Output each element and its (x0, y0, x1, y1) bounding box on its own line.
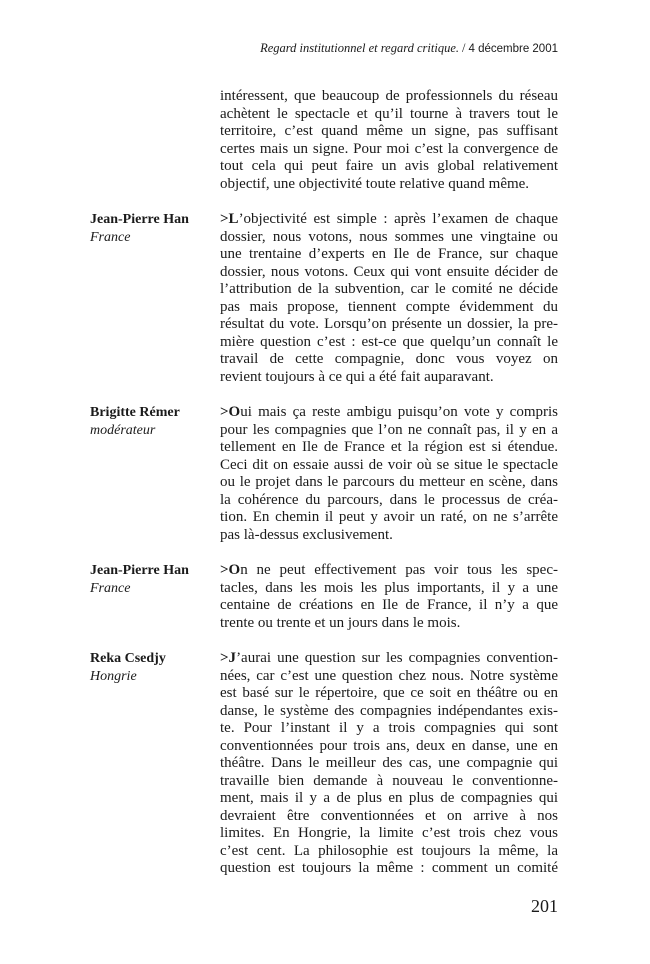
entry-first-line: n ne peut effectivement pas voir tous les spec- (240, 562, 558, 578)
text-line: ou le projet dans le parcours du metteur en scène, dans (220, 474, 558, 490)
speaker-country: France (90, 581, 131, 596)
header-date: 4 décembre 2001 (468, 43, 558, 55)
text-line: devraient être conventionnées et on arrive à nos (220, 807, 558, 824)
speaker (90, 650, 215, 686)
running-header (260, 41, 558, 56)
speaker-name: Brigitte Rémer (90, 405, 180, 420)
text-line: travail de cette compagnie, donc vous voyez on (220, 351, 558, 367)
speaker-country: France (90, 230, 131, 245)
text-line: Ceci dit on essaie aussi de voir où se situe le spectacle (220, 456, 558, 473)
entry-text (220, 404, 558, 544)
text-line: c’est cent. La philosophie est toujours la même, la (220, 842, 558, 859)
text-line: centaine de créations en Ile de France, il n’y a que (220, 597, 558, 613)
speaker-name: Reka Csedjy (90, 651, 166, 666)
text-line: mière question c’est : est-ce que quelqu’un connaît le (220, 333, 558, 350)
intro-paragraph (220, 88, 558, 193)
dialogue-entry (90, 211, 558, 386)
text-line: est basé sur le répertoire, que ce soit en théâtre ou en (220, 685, 558, 701)
text-line: la cohérence du parcours, dans le processus de créa- (220, 491, 558, 508)
entry-lead: >L (220, 211, 239, 227)
speaker (90, 404, 215, 440)
dialogue-entry (90, 562, 558, 632)
text-line: tion. En chemin il peut y avoir un raté, on ne s’arrête (220, 509, 558, 525)
text-line (220, 650, 558, 668)
entry-text (220, 562, 558, 632)
dialogue-entry (90, 404, 558, 544)
entry-text (220, 650, 558, 878)
dialogue-entry (90, 650, 558, 878)
text-line: pas mais propose, tiennent compte évidemment du (220, 298, 558, 315)
entry-lead: >O (220, 404, 241, 420)
text-line (220, 404, 558, 422)
entry-lead: >J (220, 650, 237, 666)
speaker-name: Jean-Pierre Han (90, 212, 189, 227)
speaker (90, 562, 215, 598)
header-title: Regard institutionnel et regard critique. (260, 41, 459, 55)
text-line (220, 562, 558, 580)
text-line: conventionnées pour trois ans, deux en danse, une en (220, 737, 558, 754)
entry-first-line: ui mais ça reste ambigu puisqu’on vote y compris (240, 404, 558, 420)
text-line: question est toujours la même : comment un comité (220, 860, 558, 876)
entry-first-line: ’aurai une question sur les compagnies convention- (236, 650, 558, 666)
speaker (90, 211, 215, 247)
text-line: pas là-dessus exclusivement. (220, 526, 393, 543)
text-line: l’attribution de la subvention, car le comité ne décide (220, 281, 558, 297)
text-line: tacles, dans les mois les plus importants, il y a une (220, 579, 558, 596)
entry-first-line: ’objectivité est simple : après l’examen de chaque (238, 211, 558, 227)
text-line: danse, le système des compagnies indépendantes exis- (220, 702, 558, 719)
text-line: revient toujours à ce qui a été fait auparavant. (220, 368, 494, 385)
text-line: tellement en Ile de France et la région est si étendue. (220, 439, 558, 455)
text-line: intéressent, que beaucoup de professionnels du réseau (220, 88, 558, 104)
text-line: nées, car c’est une question chez nous. Notre système (220, 667, 558, 684)
text-line: ment, mais il y a de plus en plus de compagnies qui (220, 790, 558, 806)
entry-lead: >O (220, 562, 241, 578)
speaker-name: Jean-Pierre Han (90, 563, 189, 578)
speaker-country: Hongrie (90, 669, 137, 684)
text-line: dossier, nous votons. Ceux qui vont ensuite décider de (220, 263, 558, 280)
text-line: achètent le spectacle et qu’il tourne à travers tout le (220, 105, 558, 122)
text-line: limites. En Hongrie, la limite c’est trois chez vous (220, 825, 558, 841)
speaker-role: modérateur (90, 423, 156, 438)
text-line: territoire, c’est quand même un signe, pas suffisant (220, 123, 558, 139)
text-line: résultat du vote. Lorsqu’on présente un dossier, la pre- (220, 316, 558, 332)
text-line: théâtre. Dans le meilleur des cas, une compagnie qui (220, 755, 558, 771)
text-line: tout cela qui peut faire un avis global relativement (220, 158, 558, 174)
text-line (220, 211, 558, 229)
text-line: pour les compagnies que l’on ne connaît pas, il y en a (220, 421, 558, 438)
entry-text (220, 211, 558, 386)
text-line: une trentaine d’experts en Ile de France, sur chaque (220, 246, 558, 262)
text-line: dossier, nous votons, nous sommes une vingtaine ou (220, 228, 558, 245)
text-line: te. Pour l’instant il y a trois compagnies qui sont (220, 720, 558, 736)
page-number: 201 (531, 896, 558, 916)
text-line: objectif, une objectivité toute relative quand même. (220, 175, 530, 192)
text-line: certes mais un signe. Pour moi c’est la convergence de (220, 140, 558, 157)
text-line: travaille bien demande à nouveau le conventionne- (220, 772, 558, 789)
text-line: trente ou trente et un jours dans le mois. (220, 614, 461, 631)
header-separator: / (462, 41, 466, 55)
